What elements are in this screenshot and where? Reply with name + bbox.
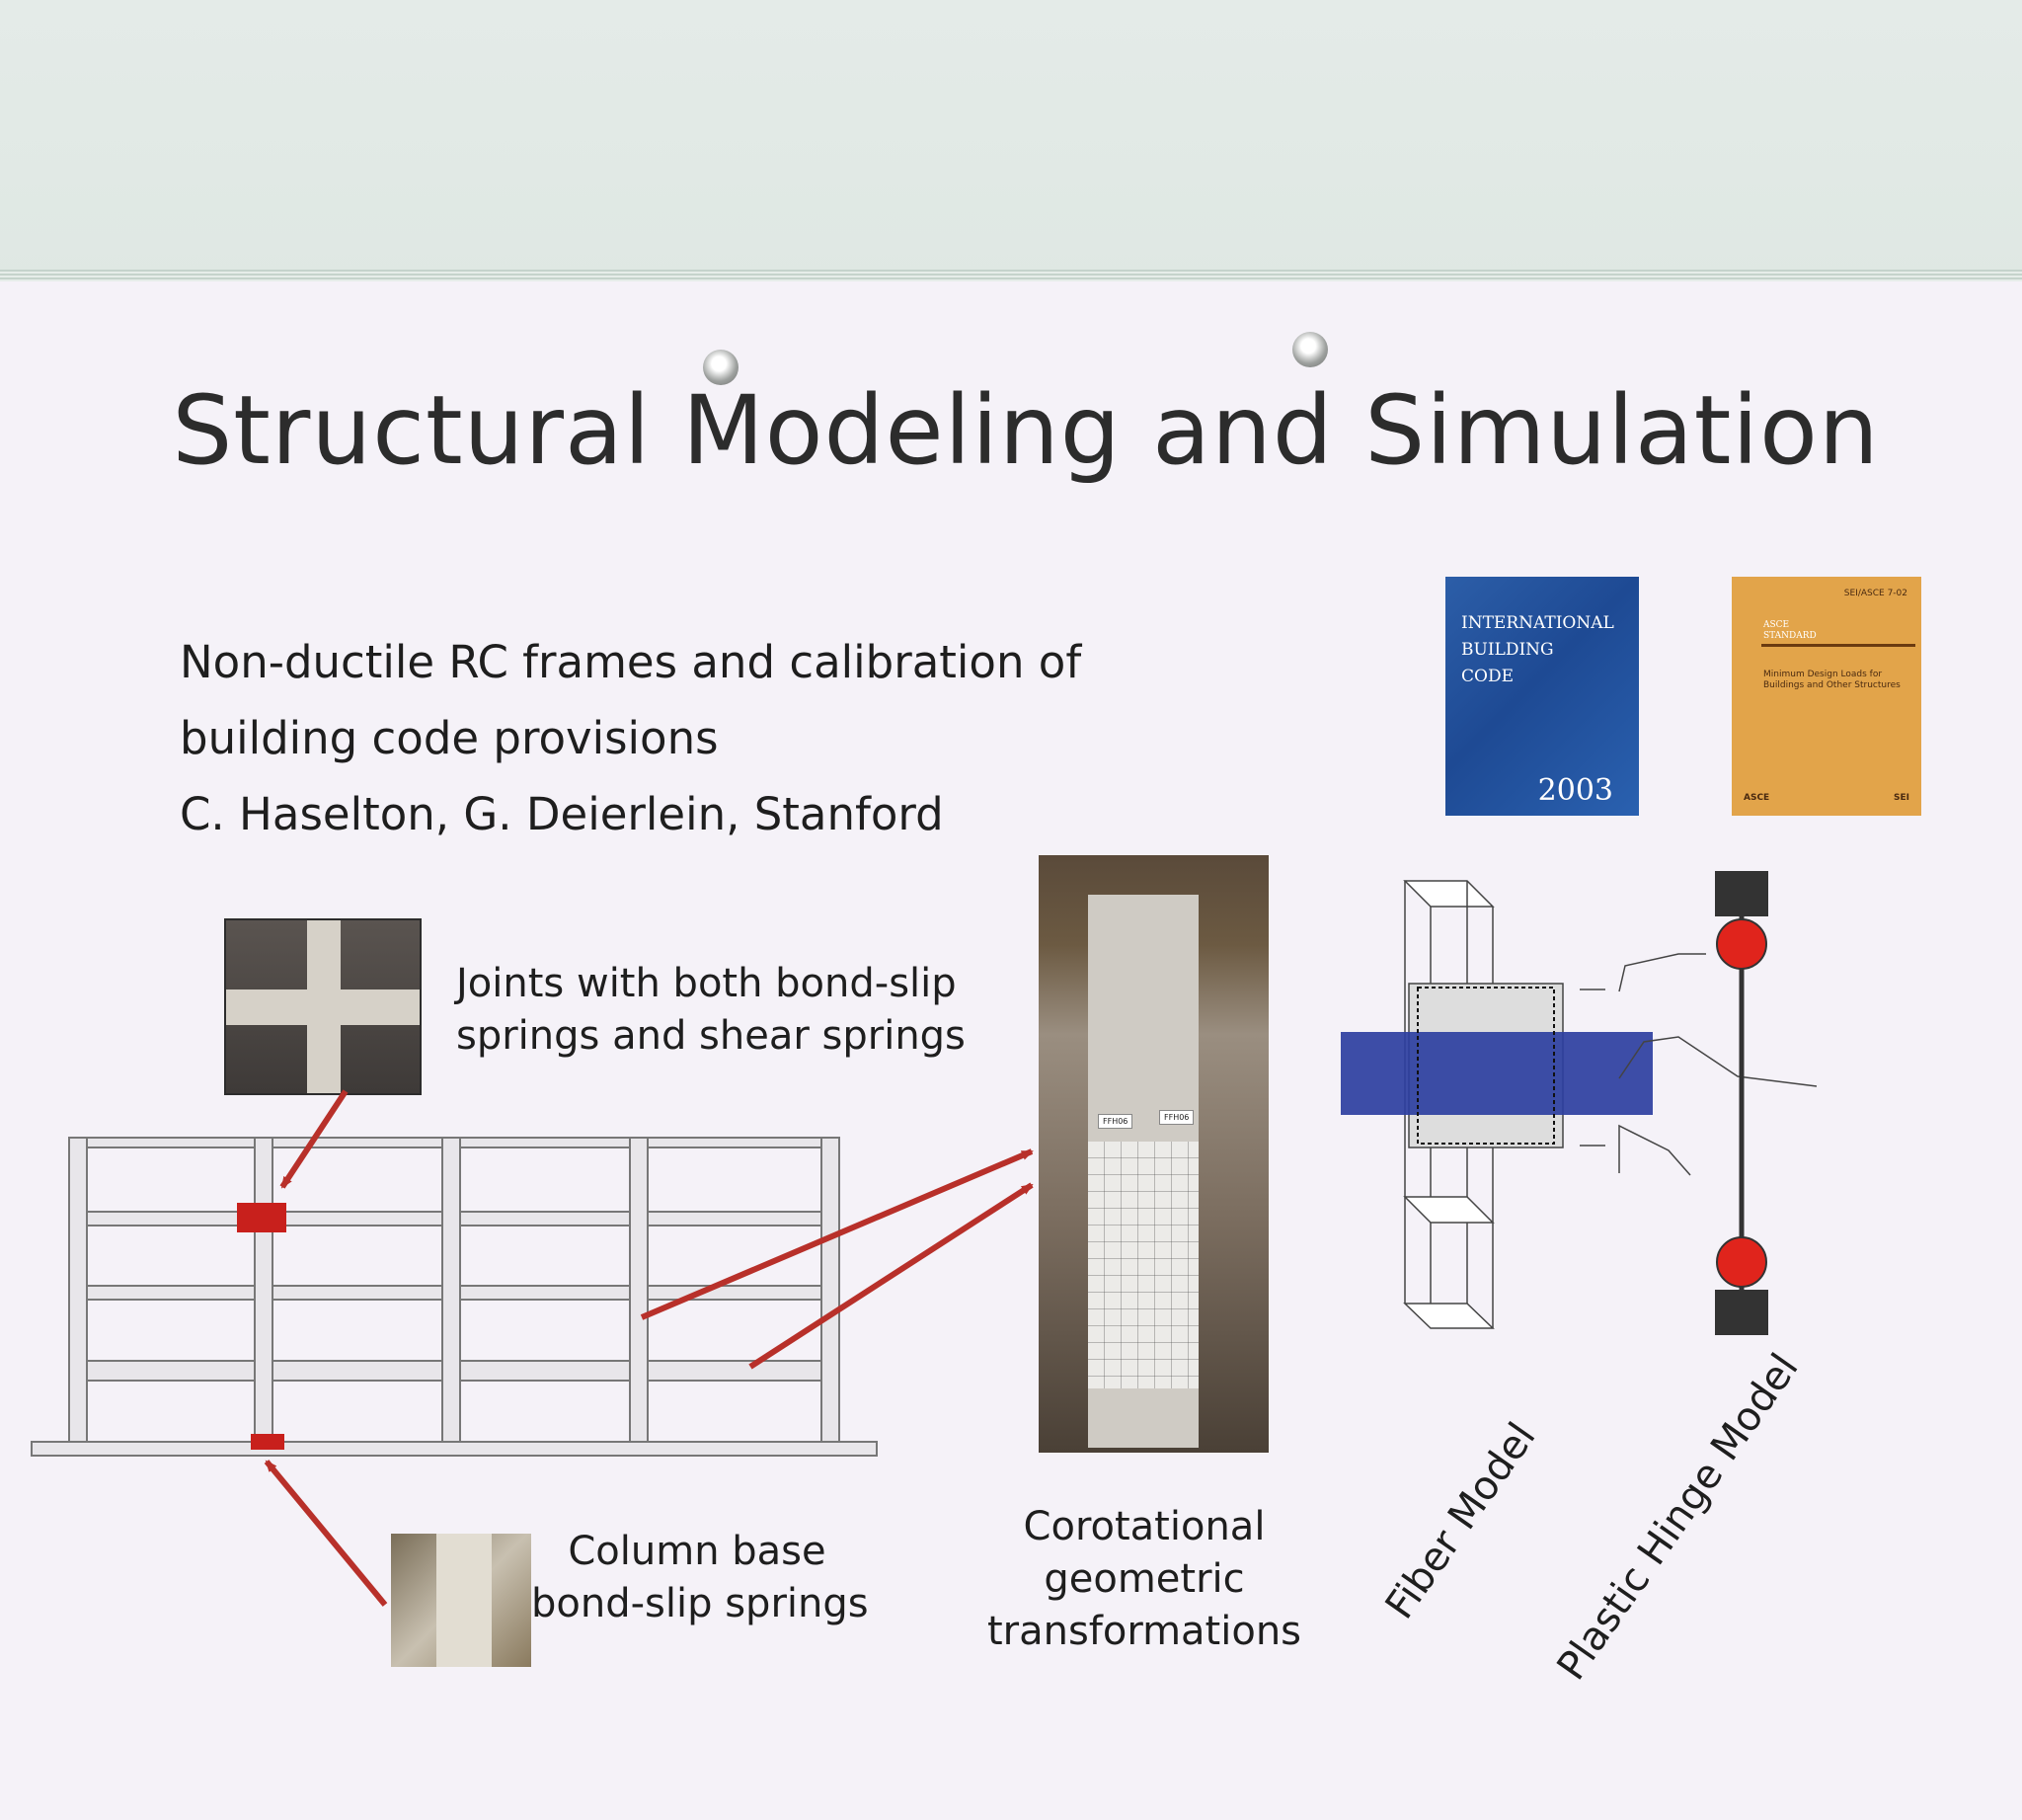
base-label-line-2: bond-slip springs: [531, 1581, 869, 1626]
joint-label-line-2: springs and shear springs: [456, 1013, 966, 1059]
frame-column-2: [255, 1138, 272, 1444]
joint-label-line-1: Joints with both bond-slip: [456, 961, 957, 1006]
slide-title: Structural Modeling and Simulation: [172, 375, 1880, 486]
column-base-label: [531, 1526, 869, 1630]
rc-frame-diagram: [32, 1138, 877, 1456]
ibc-year: 2003: [1537, 773, 1613, 808]
body-line-3: C. Haselton, G. Deierlein, Stanford: [180, 788, 944, 840]
base-spring-marker: [251, 1434, 284, 1450]
frame-column-3: [442, 1138, 460, 1444]
ibc-title-line-2: BUILDING: [1461, 640, 1554, 660]
plastic-hinge-diagram: [1715, 871, 1768, 1335]
base-arrow: [267, 1462, 385, 1605]
body-line-1: Non-ductile RC frames and calibration of: [180, 636, 1082, 688]
fiber-model-label: Fiber Model: [1376, 1414, 1545, 1627]
corot-label-line-2: geometric: [1044, 1556, 1245, 1602]
asce-standard-line-1: ASCE: [1763, 620, 1790, 630]
frame-column-1: [69, 1138, 87, 1444]
frame-column-5: [821, 1138, 839, 1444]
ibc-title-line-1: INTERNATIONAL: [1461, 613, 1614, 633]
specimen-tag-2: FFH06: [1159, 1110, 1194, 1125]
joint-springs-label: [456, 958, 966, 1063]
asce-subtitle-line-2: Buildings and Other Structures: [1763, 680, 1901, 690]
asce-standard-line-2: STANDARD: [1763, 631, 1817, 641]
frame-column-4: [630, 1138, 648, 1444]
body-line-2: building code provisions: [180, 712, 719, 764]
corot-label-line-3: transformations: [986, 1609, 1302, 1654]
joint-spring-marker: [237, 1203, 286, 1232]
asce-publisher: ASCE: [1744, 793, 1770, 803]
base-label-line-1: Column base: [568, 1529, 826, 1574]
corotational-label: [972, 1501, 1317, 1658]
corot-label-line-1: Corotational: [1023, 1504, 1266, 1549]
asce-subtitle-line-1: Minimum Design Loads for: [1763, 670, 1883, 679]
frame-foundation: [32, 1442, 877, 1456]
fiber-beam: [1341, 1032, 1653, 1115]
specimen-tag-1: FFH06: [1098, 1114, 1132, 1129]
ibc-title-line-3: CODE: [1461, 667, 1514, 686]
plastic-hinge-model-label: Plastic Hinge Model: [1548, 1345, 1808, 1689]
asce-code-number: SEI/ASCE 7-02: [1843, 589, 1907, 598]
sei-logo: SEI: [1894, 793, 1909, 803]
